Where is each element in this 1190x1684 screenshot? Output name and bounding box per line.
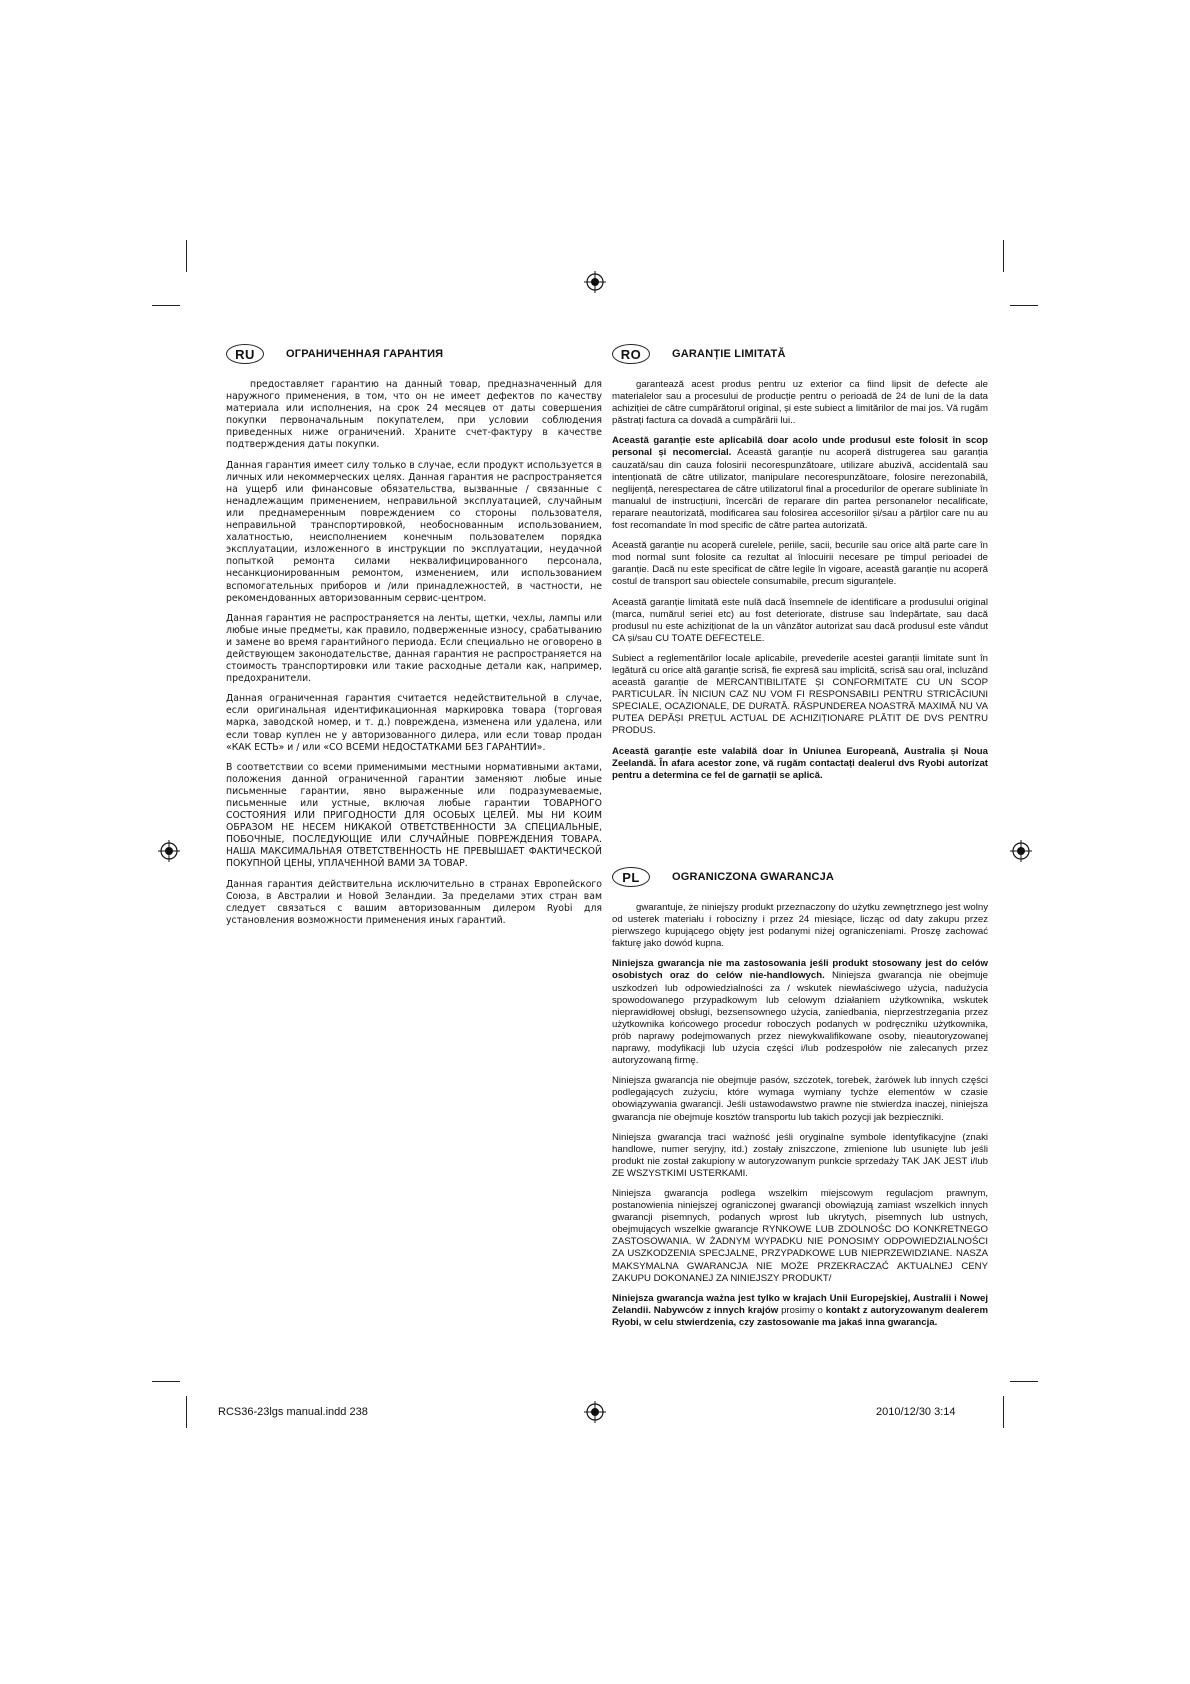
registration-mark-icon <box>158 840 180 862</box>
paragraph: Данная гарантия действительна исключительно в странах Европейского Союза, в Австралии и Новой Зеландии. За пределами этих стран вам следует связаться с вашим авторизованным дилером Ryobi для установления возможности применения иных гарантий. <box>226 878 602 926</box>
section-title: ОГРАНИЧЕННАЯ ГАРАНТИЯ <box>286 348 444 360</box>
registration-mark-icon <box>584 271 606 293</box>
paragraph: В соответствии со всеми применимыми местными нормативными актами, положения данной ограниченной гарантии заменяют любые иные письменные гарантии, явно выраженные или подразумеваемые, письменные или устные, включая любые гарантии ТОВАРНОГО СОСТОЯНИЯ ИЛИ ПРИГОДНОСТИ ДЛЯ ОСОБЫХ ЦЕЛЕЙ. МЫ НИ КОИМ ОБРАЗОМ НЕ НЕСЕМ НИКАКОЙ ОТВЕТСТВЕННОСТИ ЗА СПЕЦИАЛЬНЫЕ, ПОБОЧНЫЕ, ПОСЛЕДУЮЩИЕ ИЛИ СЛУЧАЙНЫЕ ПОВРЕЖДЕНИЯ ТОВАРА. НАША МАКСИМАЛЬНАЯ ОТВЕТСТВЕННОСТЬ НЕ ПРЕВЫШАЕТ ФАКТИЧЕСКОЙ ПОКУПНОЙ ЦЕНЫ, УПЛАЧЕННОЙ ВАМИ ЗА ТОВАР. <box>226 761 602 870</box>
section-ru <box>226 341 602 935</box>
crop-mark <box>1003 240 1004 272</box>
crop-mark <box>1010 305 1038 306</box>
section-header <box>612 341 988 367</box>
registration-mark-icon <box>584 1401 606 1423</box>
footer-file-info: RCS36-23lgs manual.indd 238 <box>218 1406 368 1418</box>
paragraph-bold: Această garanție este aplicabilă doar acolo unde produsul este folosit în scop personal și necomercial. <box>612 435 988 459</box>
paragraph-text: Această garanție nu acoperă distrugerea sau garanția cauzată/sau din cauza folosirii necorespunzătoare, utilizare abuzivă, accidentală sau intenționată de către utilizator, manipulare necorespunzătoare, folosire nerezonabilă, neglijență, nerespectarea de către utilizatorul final a procedurilor de operare subliniate în manualul de instrucțiuni, încercări de reparare din partea personanelor necalificate, reparare neautorizată, modificarea sau folosirea accesoriilor și/sau a părților care nu au fost recomandate în mod specific de către partea autorizată. <box>612 447 988 532</box>
paragraph: Niniejsza gwarancja podlega wszelkim miejscowym regulacjom prawnym, postanowienia niniejszej ograniczonej gwarancji obowiązują zamiast wszelkich innych gwarancji pisemnych, podanych wprost lub ukrytych, pisemnych lub ustnych, obejmujących wszelkie gwarancje RYNKOWE LUB ZDOLNOŚC DO KONKRETNEGO ZASTOSOWANIA. W ŻADNYM WYPADKU NIE PONOSIMY ODPOWIEDZIALNOŚCI ZA USZKODZENIA SPECJALNE, PRZYPADKOWE LUB NIEPRZEWIDZIANE. NASZA MAKSYMALNA GWARANCJA NIE MOŻE PRZEKRACZAĆ AKTUALNEJ CENY ZAKUPU DOKONANEJ ZA NINIEJSZY PRODUKT/ <box>612 1187 988 1284</box>
registration-mark-icon <box>1010 840 1032 862</box>
paragraph <box>612 958 988 1067</box>
paragraph-bold: Niniejsza gwarancja ważna jest tylko w krajach Unii Europejskiej, Australii i Nowej Zelandii. Nabywców z innych krajów <box>612 1292 988 1316</box>
paragraph: Această garanție este valabilă doar în Uniunea Europeană, Australia și Noua Zeelandă. În afara acestor zone, vă rugăm contactați dealerul dvs Ryobi autorizat pentru a determina ce fel de garnații se aplică. <box>612 745 988 781</box>
paragraph: предоставляет гарантию на данный товар, предназначенный для наружного применения, в том, что он не имеет дефектов по качеству материала или исполнения, на срок 24 месяцев от даты совершения покупки первоначальным покупателем, при условии соблюдения приведенных ниже ограничений. Храните счет-фактуру в качестве подтверждения даты покупки. <box>226 379 602 451</box>
crop-mark <box>152 1381 180 1382</box>
paragraph: Subiect a reglementărilor locale aplicabile, prevederile acestei garanții limitate sunt în legătură cu orice altă garanție scrisă, fie expresă sau implicită, scrisă sau oral, incluzând această garanție de MERCANTIBILITATE ȘI CONFORMITATE CU UN SCOP PARTICULAR. ÎN NICIUN CAZ NU VOM FI RESPONSABILI PENTRU STRICĂCIUNI SPECIALE, OCAZIONALE, DE DURATĂ. RĂSPUNDEREA NOASTRĂ MAXIMĂ NU VA PUTEA DEPĂȘI PREȚUL ACTUAL DE ACHIZIȚIONARE PLĂTIT DE DVS PENTRU PRODUS. <box>612 652 988 737</box>
paragraph-text: prosimy o <box>778 1304 826 1316</box>
paragraph-bold: Niniejsza gwarancja nie ma zastosowania jeśli produkt stosowany jest do celów osobistych oraz do celów nie-handlowych. <box>612 958 988 982</box>
paragraph: garantează acest produs pentru uz exterior ca fiind lipsit de defecte ale materialelor sau a procesului de producție pentru o perioadă de 24 de luni de la data achiziției de către cumpărătorul original, și este subiect a limitărilor de mai jos. Vă rugăm păstrați factura ca dovadă a cumpărării lui.. <box>612 379 988 427</box>
paragraph: Данная ограниченная гарантия считается недействительной в случае, если оригинальная идентификационная маркировка товара (торговая марка, заводской номер, и т. д.) повреждена, изменена или удалена, или если товар куплен не у авторизованного дилера, или если товар продан «КАК ЕСТЬ» и / или «СО ВСЕМИ НЕДОСТАТКАМИ БЕЗ ГАРАНТИИ». <box>226 693 602 753</box>
footer-date: 2010/12/30 3:14 <box>876 1406 956 1418</box>
section-header <box>226 341 602 367</box>
paragraph: Niniejsza gwarancja nie obejmuje pasów, szczotek, torebek, żarówek lub innych części podlegających zużyciu, które wymaga wymiany tychże elementów w czasie obowiązywania gwarancji. Jeśli ustawodawstwo prawne nie stwierdza inaczej, niniejsza gwarancja nie obejmuje kosztów transportu lub takich pozycji jak bezpieczniki. <box>612 1075 988 1123</box>
section-title: GARANȚIE LIMITATĂ <box>672 348 786 360</box>
section-pl <box>612 864 988 1337</box>
crop-mark <box>1010 1381 1038 1382</box>
section-title: OGRANICZONA GWARANCJA <box>672 871 835 883</box>
crop-mark <box>186 240 187 272</box>
paragraph: Niniejsza gwarancja traci ważność jeśli oryginalne symbole identyfikacyjne (znaki handlowe, numer seryjny, itd.) zostały zniszczone, zmienione lub usunięte lub jeśli produkt nie został zakupiony w autoryzowanym punkcie sprzedaży TAK JAK JEST i/lub ZE WSZYSTKIMI USTERKAMI. <box>612 1131 988 1179</box>
paragraph: Această garanție nu acoperă curelele, periile, sacii, becurile sau orice altă parte care în mod normal sunt folosite ca rezultat al înlocuirii necesare pe timpul perioadei de garanție. Dacă nu este specificat de către legile în vigoare, această garanție nu acoperă costul de transport sau obiectele consumabile, precum siguranțele. <box>612 540 988 588</box>
language-badge: RO <box>612 344 650 364</box>
crop-mark <box>1003 1396 1004 1428</box>
paragraph-bold: kontakt z autoryzowanym dealerem Ryobi, w celu stwierdzenia, czy zastosowanie ma jakaś inna gwarancja. <box>612 1304 989 1328</box>
language-badge: PL <box>612 867 650 887</box>
paragraph: Această garanție limitată este nulă dacă însemnele de identificare a produsului original (marca, numărul seriei etc) au fost deteriorate, distruse sau îndepărtate, sau dacă produsul nu este achiziționat de la un vânzător autorizat sau dacă produsul este vândut CA și/sau CU TOATE DEFECTELE. <box>612 596 988 644</box>
paragraph: Данная гарантия не распространяется на ленты, щетки, чехлы, лампы или любые иные предметы, как правило, подверженные износу, срабатыванию и замене во время гарантийного периода. Если специально не оговорено в действующем законодательстве, данная гарантия не распространяется на стоимость транспортировки или такие расходные детали как, например, предохранители. <box>226 612 602 685</box>
crop-mark <box>186 1396 187 1428</box>
section-ro <box>612 341 988 790</box>
paragraph <box>612 435 988 532</box>
paragraph: gwarantuje, że niniejszy produkt przeznaczony do użytku zewnętrznego jest wolny od usterek materiału i robocizny i przez 24 miesiące, licząc od daty zakupu przez pierwszego kupującego objęty jest podanymi niżej ograniczeniami. Proszę zachować fakturę jako dowód kupna. <box>612 902 988 950</box>
language-badge: RU <box>226 344 264 364</box>
section-header <box>612 864 988 890</box>
paragraph-text: Niniejsza gwarancja nie obejmuje uszkodzeń lub odpowiedzialności za / wskutek niewłaściwego użycia, nadużycia spowodowanego przypadkowym lub celowym działaniem użytkownika, wskutek nieprawidłowej obsługi, bezsensownego użycia, zaniedbania, nieprzestrzegania przez użytkownika końcowego procedur roboczych podanych w podręczniku użytkownika, prób naprawy podejmowanych przez niewykwalifikowane osoby, nieautoryzowanej naprawy, modyfikacji lub użycia części i/lub podzespołów nie zalecanych przez autoryzowaną firmę. <box>612 970 988 1067</box>
paragraph <box>612 1293 988 1329</box>
paragraph: Данная гарантия имеет силу только в случае, если продукт используется в личных или некоммерческих целях. Данная гарантия не распространяется на ущерб или финансовые обязательства, вызванные / связанные с ненадлежащим применением, неправильной эксплуатацией, случайным или преднамеренным повреждением со стороны пользователя, неправильной транспортировкой, необоснованным использованием, халатностью, неисполнением конечным пользователем порядка эксплуатации, изложенного в инструкции по эксплуатации, неудачной попыткой ремонта силами неквалифицированного персонала, несанкционированным ремонтом, изменением, или использованием вспомогательных приборов и /или принадлежностей, в частности, не рекомендованных авторизованным сервис-центром. <box>226 459 602 604</box>
crop-mark <box>152 305 180 306</box>
